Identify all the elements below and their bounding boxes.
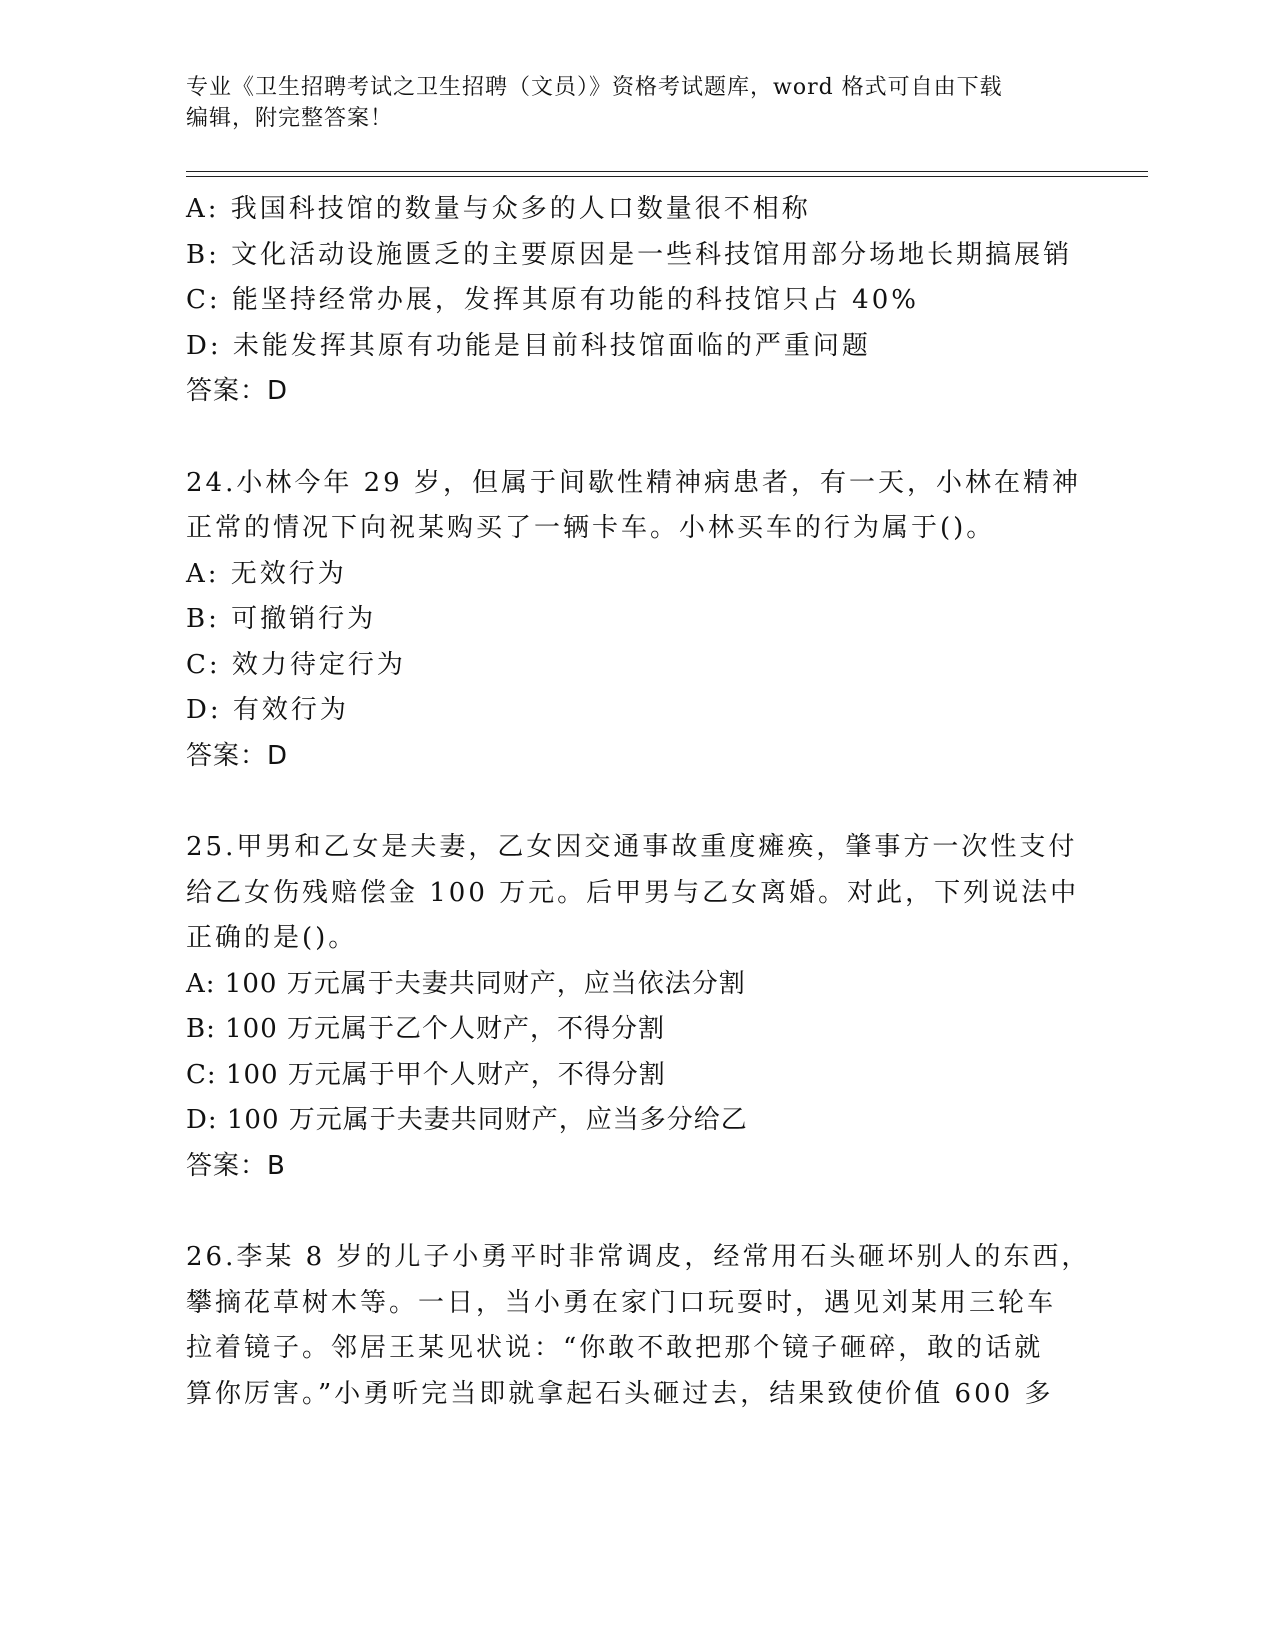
answer-label: 答案：B	[186, 1150, 286, 1181]
question-stem-line: 正常的情况下向祝某购买了一辆卡车。小林买车的行为属于()。	[186, 513, 996, 543]
question-stem-line: 正确的是()。	[186, 923, 358, 953]
question-23-options	[186, 187, 1086, 415]
option-d: D: 100 万元属于夫妻共同财产，应当多分给乙	[186, 1105, 748, 1135]
question-stem-line: 算你厉害。”小勇听完当即就拿起石头砸过去，结果致使价值 600 多	[186, 1378, 1054, 1409]
question-stem-line: 拉着镜子。邻居王某见状说：“你敢不敢把那个镜子砸碎，敢的话就	[186, 1333, 1044, 1363]
question-stem-line: 26.李某 8 岁的儿子小勇平时非常调皮，经常用石头砸坏别人的东西，	[186, 1242, 1091, 1272]
option-d: D: 有效行为	[186, 695, 349, 725]
spacer	[186, 1189, 1086, 1235]
question-26	[186, 1235, 1091, 1417]
option-c: C: 能坚持经常办展，发挥其原有功能的科技馆只占 40%	[186, 285, 919, 315]
question-stem-line: 25.甲男和乙女是夫妻，乙女因交通事故重度瘫痪，肇事方一次性支付	[186, 832, 1078, 862]
spacer	[186, 779, 1086, 825]
document-header	[186, 72, 1066, 134]
option-b: B: 100 万元属于乙个人财产，不得分割	[186, 1014, 666, 1044]
header-rule-bottom	[186, 176, 1148, 177]
spacer	[186, 415, 1086, 461]
option-b: B: 文化活动设施匮乏的主要原因是一些科技馆用部分场地长期搞展销	[186, 239, 1073, 270]
option-a: A: 我国科技馆的数量与众多的人口数量很不相称	[186, 194, 811, 224]
answer-label: 答案：D	[186, 376, 289, 406]
option-a: A: 100 万元属于夫妻共同财产，应当依法分割	[186, 968, 746, 999]
question-25	[186, 825, 1086, 1189]
question-24	[186, 461, 1086, 780]
header-rule-top	[186, 171, 1148, 172]
option-b: B: 可撤销行为	[186, 604, 377, 634]
header-line-2: 编辑，附完整答案！	[186, 106, 394, 131]
question-stem-line: 给乙女伤残赔偿金 100 万元。后甲男与乙女离婚。对此，下列说法中	[186, 877, 1080, 908]
question-stem-line: 攀摘花草树木等。一日，当小勇在家门口玩耍时，遇见刘某用三轮车	[186, 1287, 1057, 1318]
option-c: C: 效力待定行为	[186, 649, 406, 680]
question-stem-line: 24.小林今年 29 岁，但属于间歇性精神病患者，有一天，小林在精神	[186, 467, 1081, 498]
option-d: D: 未能发挥其原有功能是目前科技馆面临的严重问题	[186, 330, 871, 361]
answer-label: 答案：D	[186, 740, 289, 771]
header-line-1: 专业《卫生招聘考试之卫生招聘（文员）》资格考试题库，word 格式可自由下载	[186, 75, 1003, 100]
option-a: A: 无效行为	[186, 558, 347, 589]
question-content	[186, 187, 1091, 1417]
option-c: C: 100 万元属于甲个人财产，不得分割	[186, 1059, 666, 1090]
